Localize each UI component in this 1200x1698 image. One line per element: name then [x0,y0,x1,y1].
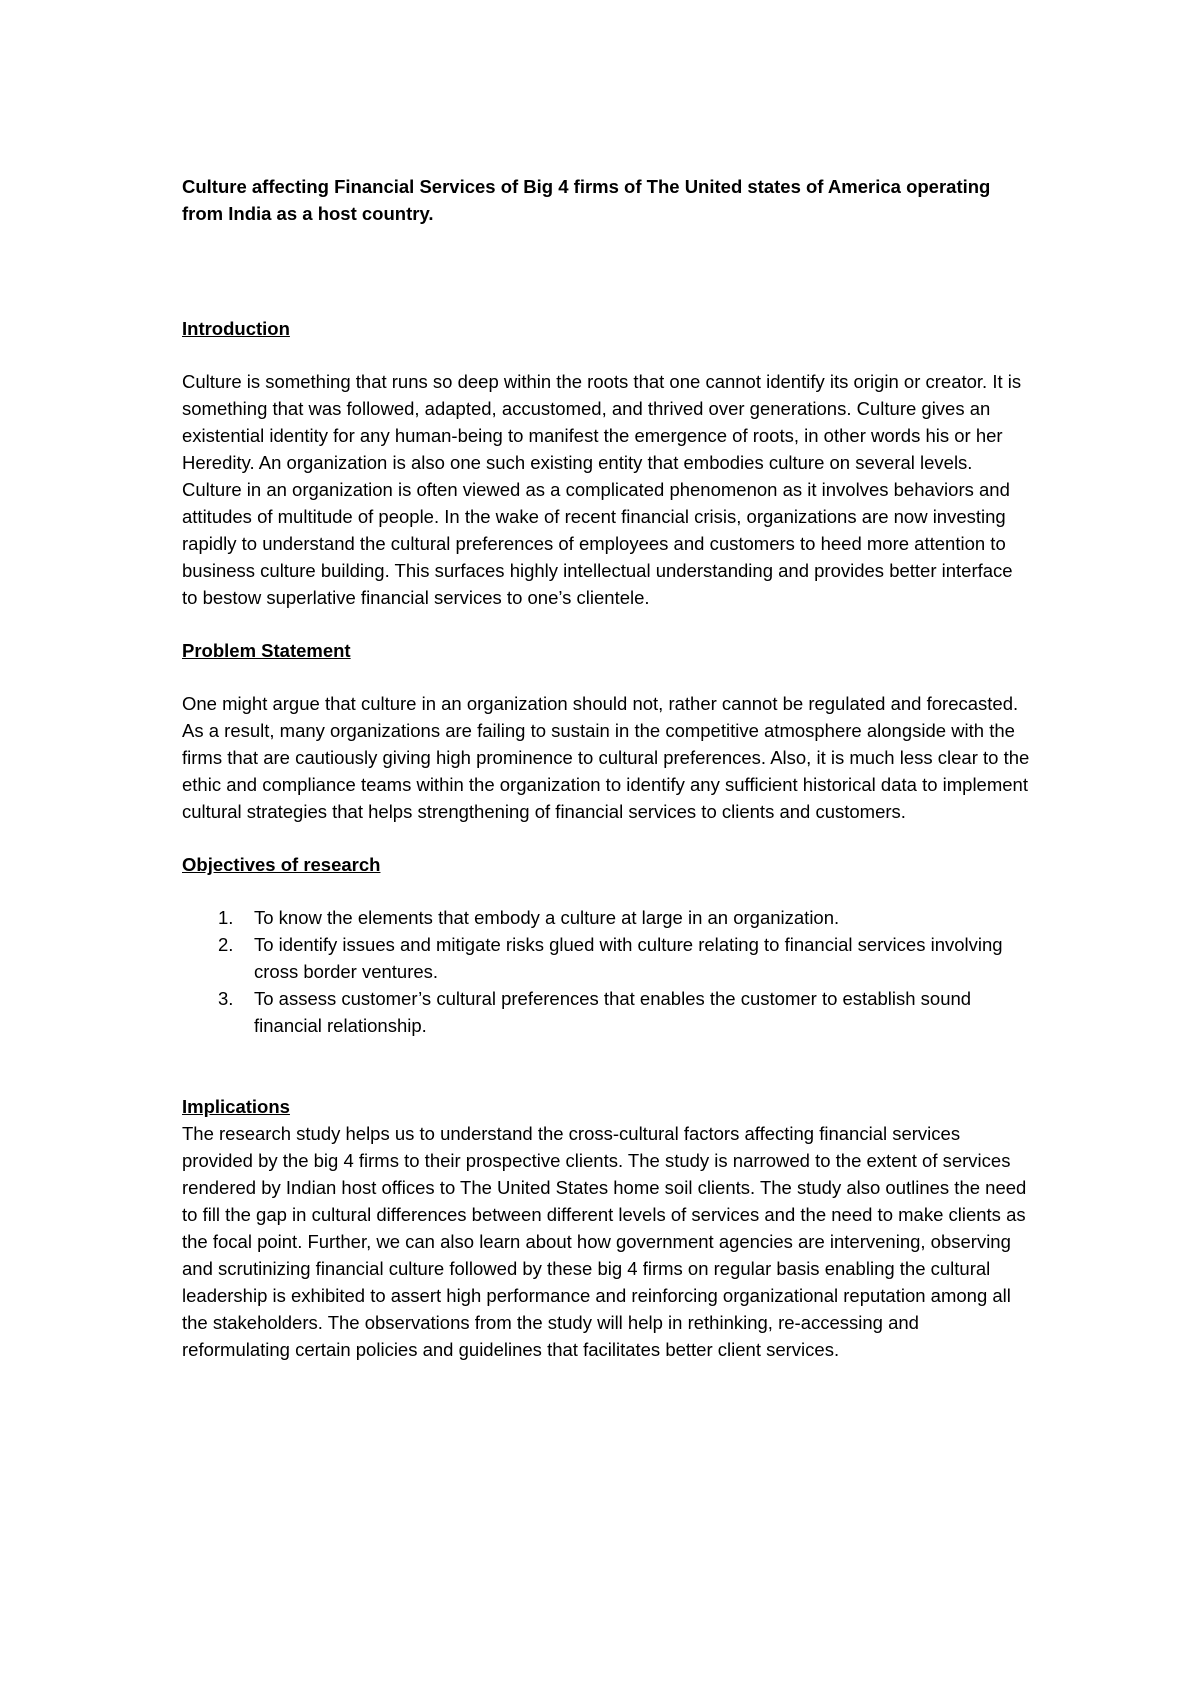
spacer [182,342,1032,368]
list-item [182,985,1032,1039]
spacer [182,227,1032,315]
introduction-paragraph: Culture is something that runs so deep within the roots that one cannot identify its origin or creator. It is something that was followed, adapted, accustomed, and thrived over generations. Culture gives an existential identity for any human-being to manifest the emergence of roots, in other words his or her Heredity. An organization is also one such existing entity that embodies culture on several levels. Culture in an organization is often viewed as a complicated phenomenon as it involves behaviors and attitudes of multitude of people. In the wake of recent financial crisis, organizations are now investing rapidly to understand the cultural preferences of employees and customers to heed more attention to business culture building. This surfaces highly intellectual understanding and provides better interface to bestow superlative financial services to one’s clientele. [182,371,1022,608]
list-item-text: To identify issues and mitigate risks glued with culture relating to financial services involving cross border ventures. [254,934,1003,982]
list-item [182,904,1032,931]
implications-paragraph: The research study helps us to understand the cross-cultural factors affecting financial services provided by the big 4 firms to their prospective clients. The study is narrowed to the extent of services rendered by Indian host offices to The United States home soil clients. The study also outlines the need to fill the gap in cultural differences between different levels of services and the need to make clients as the focal point. Further, we can also learn about how government agencies are intervening, observing and scrutinizing financial culture followed by these big 4 firms on regular basis enabling the cultural leadership is exhibited to assert high performance and reinforcing organizational reputation among all the stakeholders. The observations from the study will help in rethinking, re-accessing and reformulating certain policies and guidelines that facilitates better client services. [182,1123,1027,1360]
spacer [182,1039,1032,1093]
objectives-list [182,904,1032,1039]
problem-statement-heading: Problem Statement [182,640,351,661]
problem-statement-paragraph: One might argue that culture in an organization should not, rather cannot be regulated and forecasted. As a result, many organizations are failing to sustain in the competitive atmosphere alongside with the firms that are cautiously giving high prominence to cultural preferences. Also, it is much less clear to the ethic and compliance teams within the organization to identify any sufficient historical data to implement cultural strategies that helps strengthening of financial services to clients and customers. [182,693,1030,822]
list-item-number: 3. [218,988,234,1009]
document-title: Culture affecting Financial Services of Big 4 firms of The United states of America operating from India as a host country. [182,176,991,224]
list-item-number: 2. [218,934,234,955]
spacer [182,878,1032,904]
objectives-heading: Objectives of research [182,854,381,875]
list-item-text: To know the elements that embody a culture at large in an organization. [254,907,840,928]
implications-heading: Implications [182,1096,290,1117]
introduction-heading: Introduction [182,318,290,339]
list-item-text: To assess customer’s cultural preferences that enables the customer to establish sound financial relationship. [254,988,972,1036]
spacer [182,825,1032,851]
document-content [182,173,1032,1363]
spacer [182,664,1032,690]
spacer [182,611,1032,637]
list-item [182,931,1032,985]
list-item-number: 1. [218,907,234,928]
